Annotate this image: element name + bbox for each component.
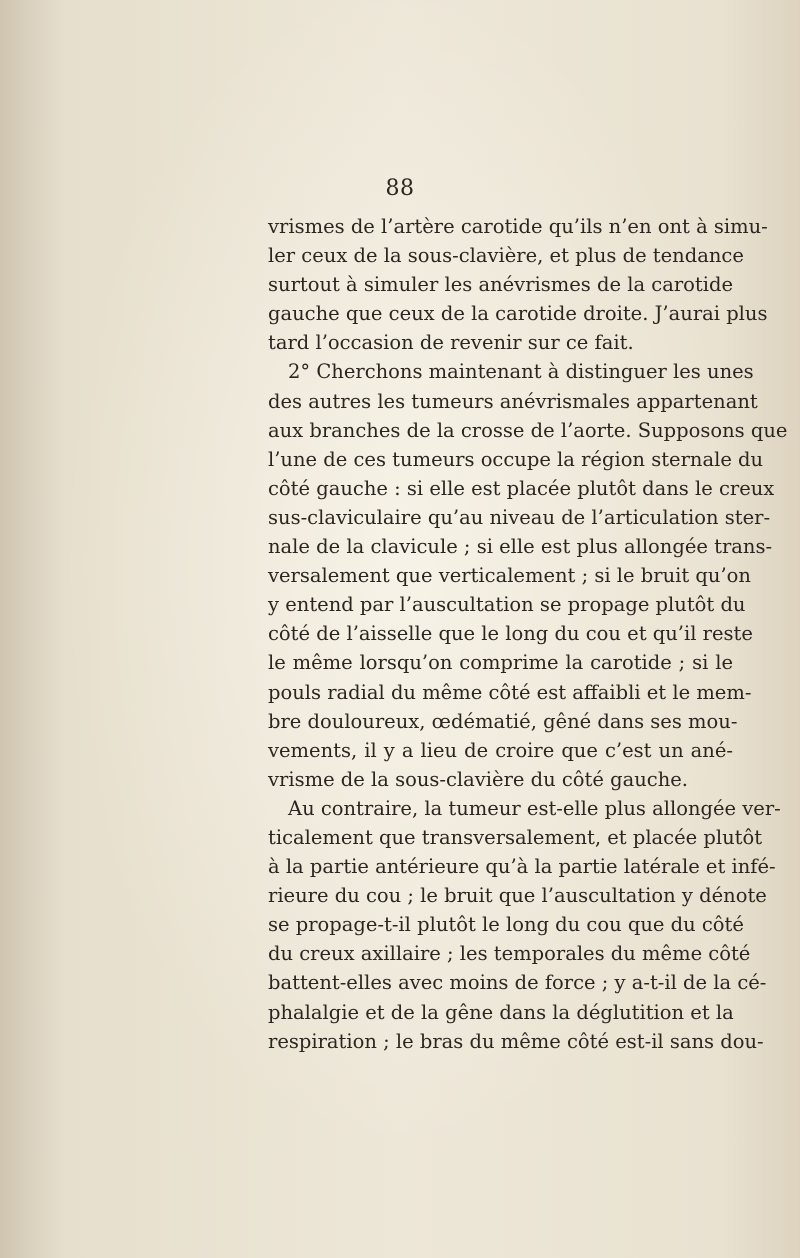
text-line: versalement que verticalement ; si le bruit qu’on <box>268 564 751 588</box>
text-line: ticalement que transversalement, et placée plutôt <box>268 825 763 849</box>
text-line: l’une de ces tumeurs occupe la région sternale du <box>268 447 764 471</box>
text-line: tard l’occasion de revenir sur ce fait. <box>268 331 634 355</box>
text-line: des autres les tumeurs anévrismales appartenant <box>268 389 758 413</box>
text-line: pouls radial du même côté est affaibli et le mem- <box>268 680 752 704</box>
text-line: battent-elles avec moins de force ; y a-t-il de la cé- <box>268 971 767 995</box>
text-line: gauche que ceux de la carotide droite. J’aurai plus <box>268 302 768 326</box>
text-line: côté de l’aisselle que le long du cou et qu’il reste <box>268 622 753 646</box>
text-line: vrismes de l’artère carotide qu’ils n’en ont à simu- <box>268 215 768 238</box>
text-line: surtout à simuler les anévrismes de la carotide <box>268 273 733 297</box>
text-line: se propage-t-il plutôt le long du cou que du côté <box>268 913 744 937</box>
text-line: à la partie antérieure qu’à la partie latérale et infé- <box>268 855 776 879</box>
text-line: aux branches de la crosse de l’aorte. Supposons que <box>268 418 788 442</box>
text-line: ler ceux de la sous-clavière, et plus de tendance <box>268 244 744 268</box>
text-line: nale de la clavicule ; si elle est plus allongée trans- <box>268 535 773 559</box>
text-line: sus-claviculaire qu’au niveau de l’articulation ster- <box>268 505 771 529</box>
text-line: 2° Cherchons maintenant à distinguer les unes <box>288 360 754 384</box>
text-line: y entend par l’auscultation se propage plutôt du <box>268 593 746 617</box>
text-line: vements, il y a lieu de croire que c’est un ané- <box>268 738 733 762</box>
text-line: Au contraire, la tumeur est-elle plus allongée ver- <box>288 796 781 820</box>
page-number: 88 <box>385 176 415 201</box>
text-line: côté gauche : si elle est placée plutôt dans le creux <box>268 476 775 500</box>
text-line: phalalgie et de la gêne dans la déglutition et la <box>268 1000 734 1024</box>
text-line: bre douloureux, œdématié, gêné dans ses mou- <box>268 709 738 733</box>
text-line: rieure du cou ; le bruit que l’auscultation y dénote <box>268 884 767 908</box>
body-text <box>268 212 788 1056</box>
text-line: respiration ; le bras du même côté est-il sans dou- <box>268 1029 764 1053</box>
text-line: vrisme de la sous-clavière du côté gauche. <box>268 767 688 791</box>
text-line: le même lorsqu’on comprime la carotide ; si le <box>268 651 733 675</box>
text-line: du creux axillaire ; les temporales du même côté <box>268 942 751 966</box>
